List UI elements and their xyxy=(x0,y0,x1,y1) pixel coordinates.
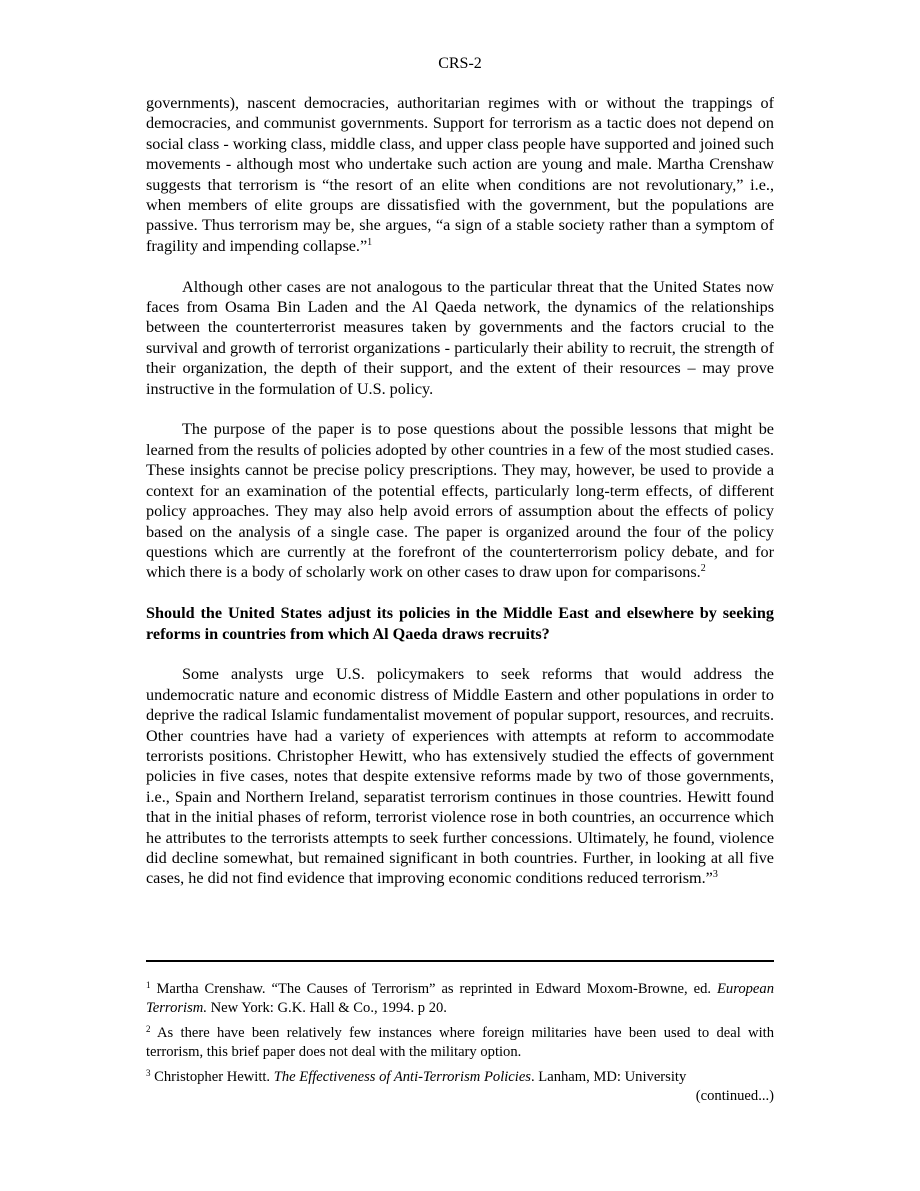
body-text xyxy=(146,93,774,909)
footnote-ref-1[interactable]: 1 xyxy=(367,236,373,248)
footnote-number: 2 xyxy=(146,1024,151,1034)
footnote-text: . Lanham, MD: University xyxy=(531,1069,687,1085)
continued-marker: (continued...) xyxy=(695,1088,774,1104)
footnote-number: 1 xyxy=(146,980,151,990)
footnote-3 xyxy=(146,1068,774,1106)
footnote-text: New York: G.K. Hall & Co., 1994. p 20. xyxy=(206,1000,447,1016)
paragraph-1-text: governments), nascent democracies, authoritarian regimes with or without the trappings of democracies, and communist governments. Support for terrorism as a tactic does not depend on social class - working class, middle class, and upper class people have supported and joined such movements - although most who undertake such action are young and male. Martha Crenshaw suggests that terrorism is “the resort of an elite when conditions are not revolutionary,” i.e., when members of elite groups are dissatisfied with the government, but the populations are passive. Thus terrorism may be, she argues, “a sign of a stable society rather than a symptom of fragility and impending collapse.” xyxy=(146,94,775,255)
footnote-1 xyxy=(146,980,774,1018)
paragraph-4 xyxy=(146,664,774,888)
paragraph-3 xyxy=(146,419,774,582)
footnote-text: Christopher Hewitt. xyxy=(154,1069,274,1085)
footnote-text: As there have been relatively few instances where foreign militaries have been used to deal with terrorism, this brief paper does not deal with the military option. xyxy=(146,1025,775,1060)
section-heading: Should the United States adjust its policies in the Middle East and elsewhere by seeking reforms in countries from which Al Qaeda draws recruits? xyxy=(146,604,774,643)
footnote-number: 3 xyxy=(146,1068,151,1078)
paragraph-3-text: The purpose of the paper is to pose questions about the possible lessons that might be learned from the results of policies adopted by other countries in a few of the most studied cases. These insights cannot be precise policy prescriptions. They may, however, be used to provide a context for an examination of the potential effects, particularly long-term effects, of different policy approaches. They may also help avoid errors of assumption about the effects of policy based on the analysis of a single case. The paper is organized around the four of the policy questions which are currently at the forefront of the counterterrorism policy debate, and for which there is a body of scholarly work on other cases to draw upon for comparisons. xyxy=(146,420,774,582)
footnote-ref-3[interactable]: 3 xyxy=(712,869,718,881)
footnote-italic-title: The Effectiveness of Anti-Terrorism Policies xyxy=(273,1069,531,1085)
page-number-header: CRS-2 xyxy=(438,55,482,72)
footnote-divider xyxy=(146,960,774,962)
footnotes xyxy=(146,980,774,1112)
footnote-text: Martha Crenshaw. “The Causes of Terrorism” as reprinted in Edward Moxom-Browne, ed. xyxy=(156,981,717,997)
footnote-2 xyxy=(146,1024,774,1062)
footnote-italic-title: European Terrorism. xyxy=(146,981,774,1016)
paragraph-2: Although other cases are not analogous to the particular threat that the United States now faces from Osama Bin Laden and the Al Qaeda network, the dynamics of the relationships between the counterterrorist measures taken by governments and the factors crucial to the survival and growth of terrorist organizations - particularly their ability to recruit, the strength of their organization, the depth of their support, and the extent of their resources – may prove instructive in the formulation of U.S. policy. xyxy=(146,277,774,398)
paragraph-1 xyxy=(146,93,774,256)
paragraph-4-text: Some analysts urge U.S. policymakers to seek reforms that would address the undemocratic nature and economic distress of Middle Eastern and other populations in order to deprive the radical Islamic fundamentalist movement of popular support, resources, and recruits. Other countries have had a variety of experiences with attempts at reform to accommodate terrorists positions. Christopher Hewitt, who has extensively studied the effects of government policies in five cases, notes that despite extensive reforms made by two of those governments, i.e., Spain and Northern Ireland, separatist terrorism continues in those countries. Hewitt found that in the initial phases of reform, terrorist violence rose in both countries, an occurrence which he attributes to the terrorists attempts to seek further concessions. Ultimately, he found, violence did decline somewhat, but remained significant in both countries. Further, in looking at all five cases, he did not find evidence that improving economic conditions reduced terrorism.” xyxy=(146,665,774,888)
footnote-ref-2[interactable]: 2 xyxy=(700,563,706,575)
